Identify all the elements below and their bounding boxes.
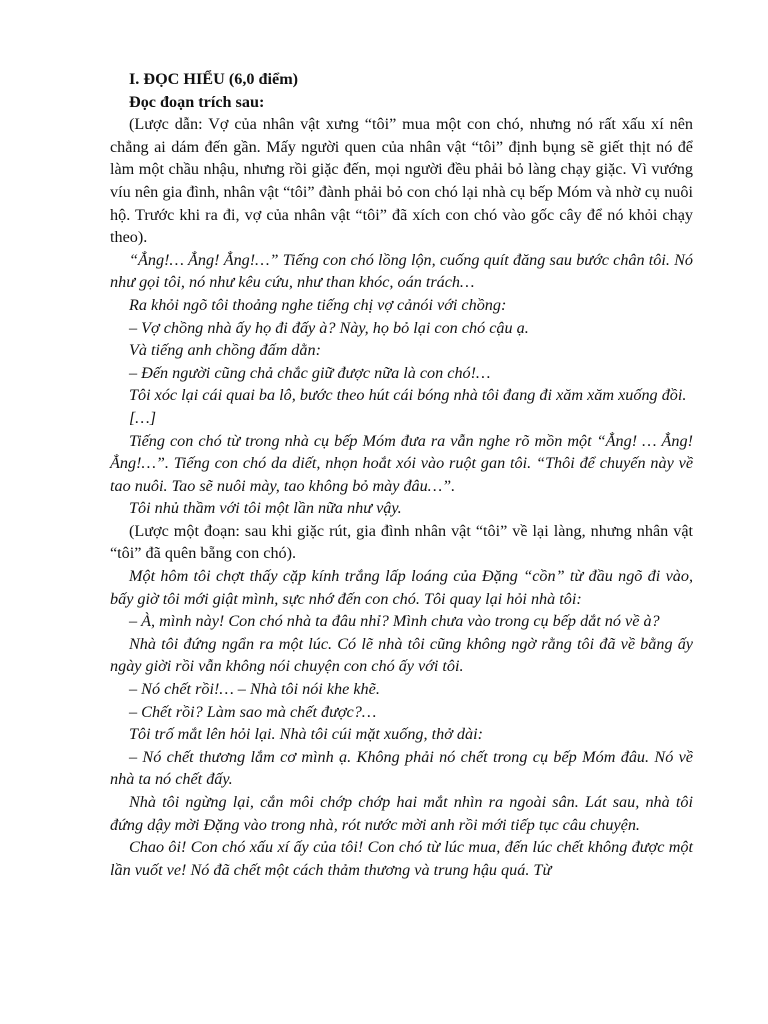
excerpt-paragraph: […] [129, 408, 156, 427]
excerpt-paragraph: Ra khỏi ngõ tôi thoảng nghe tiếng chị vợ cảnói với chồng: [129, 295, 507, 314]
excerpt-paragraph: “Ẳng!… Ẳng! Ẳng!…” Tiếng con chó lồng lộn, cuống quít đăng sau bước chân tôi. Nó như gọi tôi, nó như kêu cứu, như than khóc, oán trách… [110, 250, 693, 292]
excerpt-paragraph: Tôi nhủ thầm với tôi một lần nữa như vậy. [129, 499, 402, 518]
instruction-subheading: Đọc đoạn trích sau: [129, 92, 265, 111]
excerpt-paragraph: Tôi xóc lại cái quai ba lô, bước theo hút cái bóng nhà tôi đang đi xăm xăm xuống đồi. [129, 386, 687, 405]
excerpt-paragraph: – Đến người cũng chả chắc giữ được nữa là con chó!… [129, 363, 491, 382]
excerpt-paragraph: – Nó chết thương lắm cơ mình ạ. Không phải nó chết trong cụ bếp Móm đâu. Nó về nhà ta nó chết đấy. [110, 747, 693, 789]
excerpt-paragraph: Nhà tôi đứng ngẩn ra một lúc. Có lẽ nhà tôi cũng không ngờ rằng tôi đã về bằng ấy ngày giời rồi vẫn không nói chuyện con chó ấy với tôi. [110, 634, 693, 676]
excerpt-body [110, 113, 693, 881]
excerpt-paragraph: – Chết rồi? Làm sao mà chết được?… [129, 702, 377, 721]
excerpt-paragraph: – Vợ chồng nhà ấy họ đi đấy à? Này, họ bỏ lại con chó cậu ạ. [129, 318, 529, 337]
excerpt-paragraph: Tôi trố mắt lên hỏi lại. Nhà tôi cúi mặt xuống, thở dài: [129, 725, 483, 744]
excerpt-paragraph: Chao ôi! Con chó xấu xí ấy của tôi! Con chó từ lúc mua, đến lúc chết không được một lần vuốt ve! Nó đã chết một cách thảm thương và trung hậu quá. Từ [110, 838, 693, 879]
document-page [110, 68, 693, 881]
excerpt-paragraph: (Lược một đoạn: sau khi giặc rút, gia đình nhân vật “tôi” về lại làng, nhưng nhân vật “tôi” đã quên bẵng con chó). [110, 521, 693, 563]
excerpt-paragraph: Một hôm tôi chợt thấy cặp kính trắng lấp loáng của Đặng “cồn” từ đầu ngõ đi vào, bấy giờ tôi mới giật mình, sực nhớ đến con chó. Tôi quay lại hỏi nhà tôi: [110, 567, 693, 608]
excerpt-paragraph: Và tiếng anh chồng đấm dằn: [129, 341, 321, 360]
excerpt-paragraph: (Lược dẫn: Vợ của nhân vật xưng “tôi” mua một con chó, nhưng nó rất xấu xí nên chẳng ai dám đến gần. Mấy người quen của nhân vật “tôi” định bụng sẽ giết thịt nó để làm một chầu nhậu, nhưng rồi giặc đến, mọi người đều phải bỏ làng chạy giặc. Vì vướng víu nên gia đình, nhân vật “tôi” đành phải bỏ con chó lại nhà cụ bếp Móm và nhờ cụ nuôi hộ. Trước khi ra đi, vợ của nhân vật “tôi” đã xích con chó vào gốc cây để nó khỏi chạy theo). [110, 115, 693, 247]
excerpt-paragraph: Nhà tôi ngừng lại, cắn môi chớp chớp hai mắt nhìn ra ngoài sân. Lát sau, nhà tôi đứng dậy mời Đặng vào trong nhà, rót nước mời anh rồi mới tiếp tục câu chuyện. [110, 793, 693, 834]
excerpt-paragraph: Tiếng con chó từ trong nhà cụ bếp Móm đưa ra vẫn nghe rõ mồn một “Ẳng! … Ẳng! Ẳng!…”. Tiếng con chó da diết, nhọn hoắt xói vào ruột gan tôi. “Thôi để chuyến này về tao nuôi. Tao sẽ nuôi mày, tao không bỏ mày đâu…”. [110, 431, 693, 495]
excerpt-paragraph: – À, mình này! Con chó nhà ta đâu nhỉ? Mình chưa vào trong cụ bếp dắt nó về à? [129, 612, 660, 631]
section-heading: I. ĐỌC HIỂU (6,0 điểm) [129, 70, 299, 88]
excerpt-paragraph: – Nó chết rồi!… – Nhà tôi nói khe khẽ. [129, 680, 380, 699]
